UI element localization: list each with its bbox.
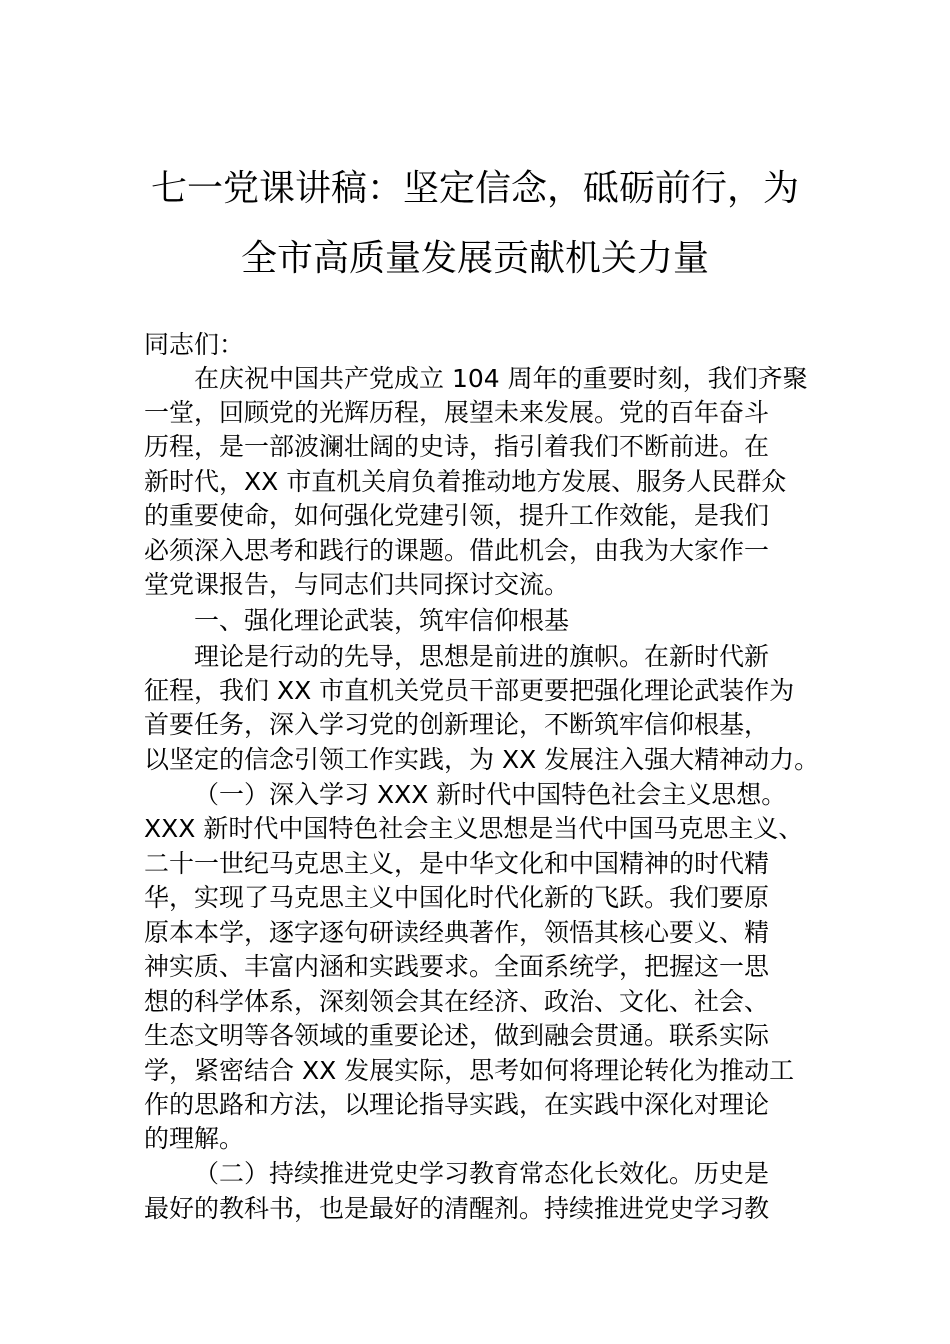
paragraph-line: 以坚定的信念引领工作实践，为 XX 发展注入强大精神动力。 — [144, 745, 820, 774]
paragraph-line: 生态文明等各领域的重要论述，做到融会贯通。联系实际 — [144, 1021, 770, 1050]
paragraph-line: 历程，是一部波澜壮阔的史诗，指引着我们不断前进。在 — [144, 432, 770, 461]
paragraph-line: 的理解。 — [144, 1124, 245, 1153]
subsection-heading: （二）持续推进党史学习教育常态化长效化。历史是 — [194, 1159, 770, 1188]
paragraph-line: 最好的教科书，也是最好的清醒剂。持续推进党史学习教 — [144, 1194, 770, 1223]
paragraph-line: 堂党课报告，与同志们共同探讨交流。 — [144, 570, 570, 599]
paragraph-line: 理论是行动的先导，思想是前进的旗帜。在新时代新 — [194, 642, 770, 671]
paragraph-line: 首要任务，深入学习党的创新理论，不断筑牢信仰根基， — [144, 710, 770, 739]
paragraph-line: 神实质、丰富内涵和实践要求。全面系统学，把握这一思 — [144, 952, 770, 981]
paragraph-line: 想的科学体系，深刻领会其在经济、政治、文化、社会、 — [144, 987, 770, 1016]
paragraph-line: 的重要使命，如何强化党建引领，提升工作效能，是我们 — [144, 501, 770, 530]
subsection-heading: （一）深入学习 XXX 新时代中国特色社会主义思想。 — [194, 780, 787, 809]
paragraph-line: 原本本学，逐字逐句研读经典著作，领悟其核心要义、精 — [144, 918, 770, 947]
paragraph-line: 学，紧密结合 XX 发展实际，思考如何将理论转化为推动工 — [144, 1056, 795, 1085]
section-heading: 一、强化理论武装，筑牢信仰根基 — [194, 606, 570, 635]
paragraph-line: XXX 新时代中国特色社会主义思想是当代中国马克思主义、 — [144, 814, 804, 843]
paragraph-line: 征程，我们 XX 市直机关党员干部更要把强化理论武装作为 — [144, 676, 795, 705]
paragraph-line: 二十一世纪马克思主义，是中华文化和中国精神的时代精 — [144, 849, 770, 878]
paragraph-line: 华，实现了马克思主义中国化时代化新的飞跃。我们要原 — [144, 883, 770, 912]
paragraph-line: 新时代，XX 市直机关肩负着推动地方发展、服务人民群众 — [144, 467, 787, 496]
paragraph-line: 在庆祝中国共产党成立 104 周年的重要时刻，我们齐聚 — [194, 364, 808, 393]
paragraph-line: 必须深入思考和践行的课题。借此机会，由我为大家作一 — [144, 536, 770, 565]
paragraph-line: 一堂，回顾党的光辉历程，展望未来发展。党的百年奋斗 — [144, 398, 770, 427]
document-title-line-1: 七一党课讲稿：坚定信念，砥砺前行，为 — [150, 168, 799, 209]
salutation: 同志们： — [144, 330, 245, 359]
paragraph-line: 作的思路和方法，以理论指导实践，在实践中深化对理论 — [144, 1090, 770, 1119]
document-title-line-2: 全市高质量发展贡献机关力量 — [240, 238, 709, 279]
